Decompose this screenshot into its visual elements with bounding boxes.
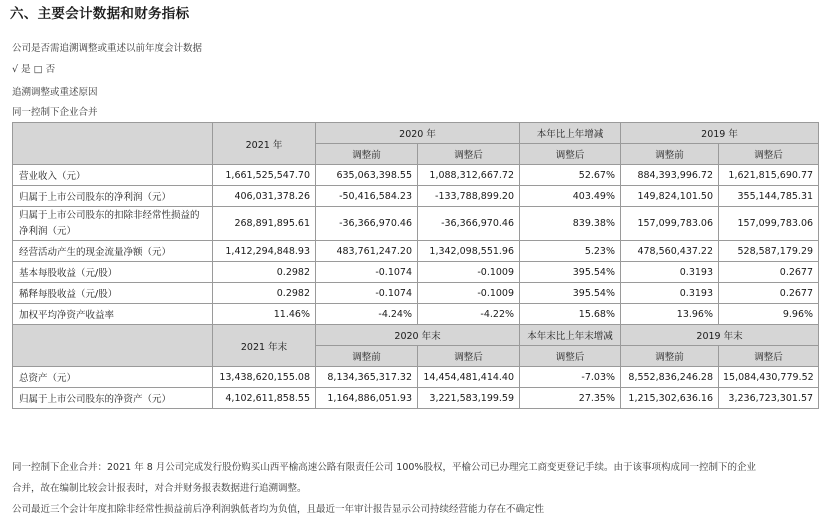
period-header-blank: [13, 123, 213, 165]
period-header-2020-before: 调整前: [316, 144, 418, 165]
yearend-header-row-1: [13, 325, 819, 346]
cell-b2020: -0.1074: [316, 262, 418, 283]
period-header-row-1: [13, 123, 819, 144]
cell-b2020: -36,366,970.46: [316, 207, 418, 241]
cell-v2021: 1,412,294,848.93: [213, 241, 316, 262]
yearend-header-change: 本年末比上年末增减: [520, 325, 621, 346]
period-header-change-after: 调整后: [520, 144, 621, 165]
retro-check: √ 是 □ 否: [12, 64, 56, 75]
row-label: 总资产（元）: [13, 367, 213, 388]
period-header-2020: 2020 年: [316, 123, 520, 144]
cell-a2019: 528,587,179.29: [719, 241, 819, 262]
cell-a2019: 3,236,723,301.57: [719, 388, 819, 409]
table-row: [13, 283, 819, 304]
cell-a2019: 9.96%: [719, 304, 819, 325]
cell-v2021: 268,891,895.61: [213, 207, 316, 241]
period-header-2019: 2019 年: [621, 123, 819, 144]
period-header-change: 本年比上年增减: [520, 123, 621, 144]
table-row: [13, 388, 819, 409]
table-row: [13, 165, 819, 186]
yearend-header-2019: 2019 年末: [621, 325, 819, 346]
cell-chg: 15.68%: [520, 304, 621, 325]
cell-v2021: 11.46%: [213, 304, 316, 325]
period-header-2019-after: 调整后: [719, 144, 819, 165]
cell-b2019: 1,215,302,636.16: [621, 388, 719, 409]
yearend-header-2020-before: 调整前: [316, 346, 418, 367]
cell-chg: 839.38%: [520, 207, 621, 241]
cell-a2020: -0.1009: [418, 283, 520, 304]
cell-a2019: 0.2677: [719, 262, 819, 283]
yearend-header-2019-before: 调整前: [621, 346, 719, 367]
yearend-header-2021: 2021 年末: [213, 325, 316, 367]
table-row: [13, 186, 819, 207]
cell-b2020: 8,134,365,317.32: [316, 367, 418, 388]
row-label: 归属于上市公司股东的净资产（元）: [13, 388, 213, 409]
cell-b2019: 13.96%: [621, 304, 719, 325]
cell-v2021: 4,102,611,858.55: [213, 388, 316, 409]
cell-v2021: 0.2982: [213, 283, 316, 304]
cell-a2020: -0.1009: [418, 262, 520, 283]
cell-chg: -7.03%: [520, 367, 621, 388]
cell-a2020: 14,454,481,414.40: [418, 367, 520, 388]
cell-b2020: -0.1074: [316, 283, 418, 304]
cell-a2020: 1,342,098,551.96: [418, 241, 520, 262]
yearend-header-2020: 2020 年末: [316, 325, 520, 346]
financial-indicators-table: [12, 122, 819, 409]
cell-b2019: 884,393,996.72: [621, 165, 719, 186]
period-header-2019-before: 调整前: [621, 144, 719, 165]
cell-b2019: 0.3193: [621, 283, 719, 304]
cell-b2019: 149,824,101.50: [621, 186, 719, 207]
yearend-header-2019-after: 调整后: [719, 346, 819, 367]
cell-a2020: 1,088,312,667.72: [418, 165, 520, 186]
cell-a2019: 1,621,815,690.77: [719, 165, 819, 186]
yearend-header-change-after: 调整后: [520, 346, 621, 367]
yearend-header-blank: [13, 325, 213, 367]
table-row: [13, 262, 819, 283]
cell-b2019: 478,560,437.22: [621, 241, 719, 262]
cell-b2020: -50,416,584.23: [316, 186, 418, 207]
cell-a2020: 3,221,583,199.59: [418, 388, 520, 409]
cell-b2020: 635,063,398.55: [316, 165, 418, 186]
table-row: [13, 207, 819, 241]
row-label: 加权平均净资产收益率: [13, 304, 213, 325]
retro-question: 公司是否需追溯调整或重述以前年度会计数据: [12, 43, 203, 54]
row-label: 归属于上市公司股东的净利润（元）: [13, 186, 213, 207]
row-label: 归属于上市公司股东的扣除非经常性损益的净利润（元）: [13, 207, 213, 241]
row-label: 营业收入（元）: [13, 165, 213, 186]
cell-v2021: 1,661,525,547.70: [213, 165, 316, 186]
cell-chg: 395.54%: [520, 283, 621, 304]
note-merger-1: 同一控制下企业合并：2021 年 8 月公司完成发行股份购买山西平榆高速公路有限责任公司 100%股权，平榆公司已办理完工商变更登记手续。由于该事项构成同一控制下的企业: [12, 462, 756, 473]
cell-a2019: 157,099,783.06: [719, 207, 819, 241]
cell-v2021: 13,438,620,155.08: [213, 367, 316, 388]
note-merger-2: 合并，故在编制比较会计报表时，对合并财务报表数据进行追溯调整。: [12, 483, 307, 494]
row-label: 稀释每股收益（元/股）: [13, 283, 213, 304]
period-header-2021: 2021 年: [213, 123, 316, 165]
note-going-concern: 公司最近三个会计年度扣除非经常性损益前后净利润孰低者均为负值，且最近一年审计报告显示公司持续经营能力存在不确定性: [12, 504, 545, 515]
cell-a2020: -133,788,899.20: [418, 186, 520, 207]
cell-chg: 5.23%: [520, 241, 621, 262]
yearend-header-2020-after: 调整后: [418, 346, 520, 367]
cell-a2020: -36,366,970.46: [418, 207, 520, 241]
cell-a2019: 15,084,430,779.52: [719, 367, 819, 388]
reason-text: 同一控制下企业合并: [12, 107, 98, 118]
table-row: [13, 367, 819, 388]
cell-chg: 395.54%: [520, 262, 621, 283]
cell-b2019: 157,099,783.06: [621, 207, 719, 241]
cell-chg: 403.49%: [520, 186, 621, 207]
cell-v2021: 0.2982: [213, 262, 316, 283]
period-header-2020-after: 调整后: [418, 144, 520, 165]
cell-v2021: 406,031,378.26: [213, 186, 316, 207]
cell-chg: 27.35%: [520, 388, 621, 409]
table-row: [13, 304, 819, 325]
cell-b2020: 483,761,247.20: [316, 241, 418, 262]
cell-b2019: 0.3193: [621, 262, 719, 283]
cell-a2019: 355,144,785.31: [719, 186, 819, 207]
cell-a2019: 0.2677: [719, 283, 819, 304]
cell-a2020: -4.22%: [418, 304, 520, 325]
row-label: 基本每股收益（元/股）: [13, 262, 213, 283]
cell-chg: 52.67%: [520, 165, 621, 186]
cell-b2020: -4.24%: [316, 304, 418, 325]
cell-b2019: 8,552,836,246.28: [621, 367, 719, 388]
table-row: [13, 241, 819, 262]
cell-b2020: 1,164,886,051.93: [316, 388, 418, 409]
reason-label: 追溯调整或重述原因: [12, 87, 98, 98]
section-title: 六、主要会计数据和财务指标: [10, 6, 190, 22]
row-label: 经营活动产生的现金流量净额（元）: [13, 241, 213, 262]
